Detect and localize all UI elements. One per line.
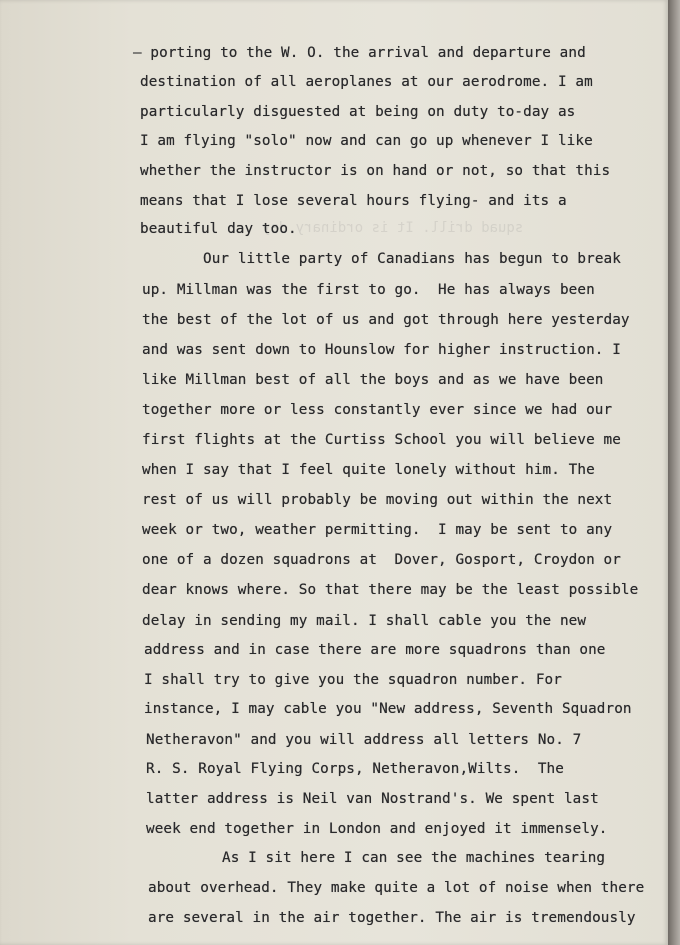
text-line: particularly disguested at being on duty to-day as bbox=[140, 104, 576, 120]
text-line: rest of us will probably be moving out within the next bbox=[142, 492, 613, 508]
text-line: when I say that I feel quite lonely without him. The bbox=[142, 462, 595, 478]
text-line: beautiful day too. bbox=[140, 221, 297, 237]
text-line: I am flying "solo" now and can go up whenever I like bbox=[140, 133, 593, 149]
text-line: instance, I may cable you "New address, Seventh Squadron bbox=[144, 701, 632, 717]
text-line: I shall try to give you the squadron number. For bbox=[144, 672, 562, 688]
text-line: — porting to the W. O. the arrival and departure and bbox=[133, 45, 586, 61]
text-line: Our little party of Canadians has begun to break bbox=[203, 251, 621, 267]
text-line: first flights at the Curtiss School you will believe me bbox=[142, 432, 621, 448]
text-line: R. S. Royal Flying Corps, Netheravon,Wilts. The bbox=[146, 761, 564, 777]
text-line: means that I lose several hours flying- and its a bbox=[140, 193, 567, 209]
text-line: up. Millman was the first to go. He has always been bbox=[142, 282, 595, 298]
text-line: Netheravon" and you will address all letters No. 7 bbox=[146, 732, 582, 748]
text-line: about overhead. They make quite a lot of noise when there bbox=[148, 880, 645, 896]
text-line: delay in sending my mail. I shall cable you the new bbox=[142, 613, 587, 629]
text-line: latter address is Neil van Nostrand's. We spent last bbox=[146, 791, 599, 807]
text-line: dear knows where. So that there may be the least possible bbox=[142, 582, 639, 598]
text-line: address and in case there are more squadrons than one bbox=[144, 642, 606, 658]
text-line: whether the instructor is on hand or not, so that this bbox=[140, 163, 611, 179]
text-line: destination of all aeroplanes at our aerodrome. I am bbox=[140, 74, 593, 90]
text-line: week or two, weather permitting. I may be sent to any bbox=[142, 522, 613, 538]
text-line: like Millman best of all the boys and as we have been bbox=[142, 372, 604, 388]
text-line: are several in the air together. The air is tremendously bbox=[148, 910, 636, 926]
text-line: one of a dozen squadrons at Dover, Gosport, Croydon or bbox=[142, 552, 621, 568]
text-line: week end together in London and enjoyed it immensely. bbox=[146, 821, 608, 837]
text-line: and was sent down to Hounslow for higher instruction. I bbox=[142, 342, 621, 358]
text-line: together more or less constantly ever since we had our bbox=[142, 402, 613, 418]
text-line: the best of the lot of us and got through here yesterday bbox=[142, 312, 630, 328]
show-through-text: squad drill. It is ordinary day bbox=[262, 220, 524, 236]
text-line: As I sit here I can see the machines tearing bbox=[222, 850, 606, 866]
page-edge bbox=[668, 0, 680, 945]
